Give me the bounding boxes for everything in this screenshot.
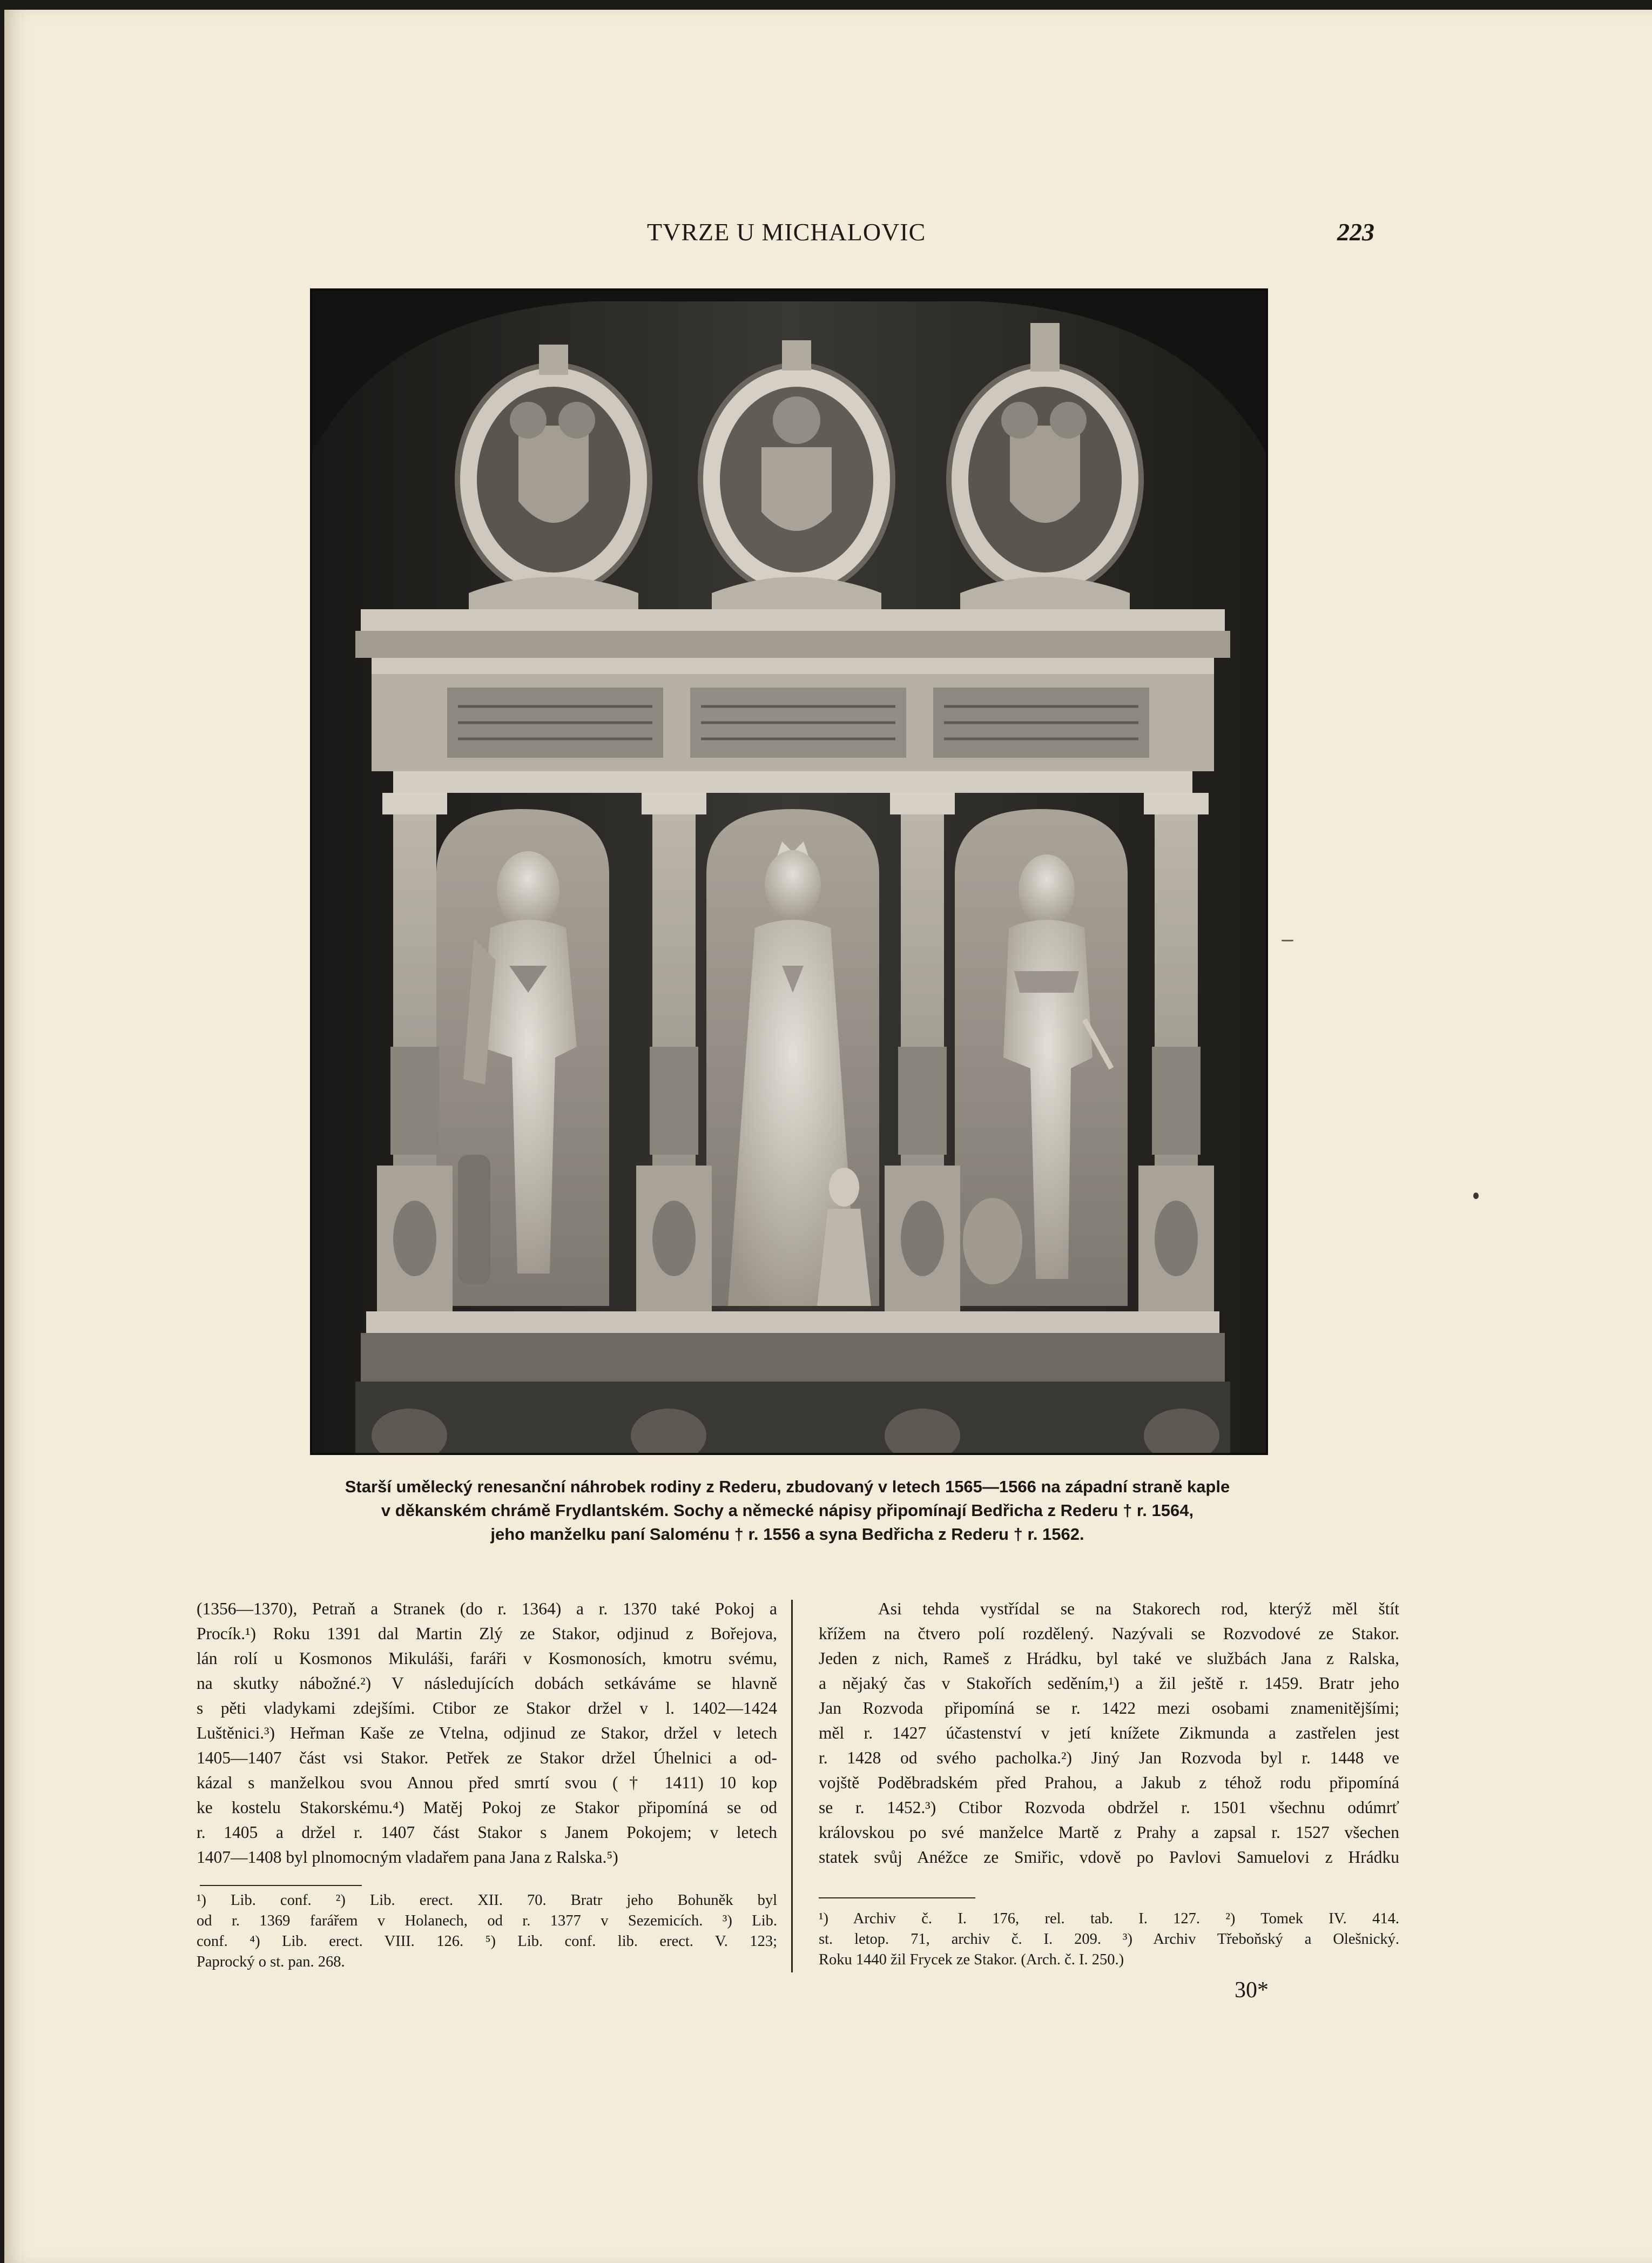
- text-line: Jan Rozvoda připomíná se r. 1422 mezi osobami znamenitějšími;: [819, 1699, 1399, 1718]
- text-line: r. 1405 a držel r. 1407 část Stakor s Janem Pokojem; v letech: [197, 1823, 777, 1842]
- footnote-line: od r. 1369 farářem v Holanech, od r. 1377 v Sezemicích. ³) Lib.: [197, 1912, 777, 1929]
- tomb-monument-photograph: [310, 288, 1268, 1455]
- paper-speck: [1282, 940, 1293, 941]
- page-number: 223: [1337, 218, 1374, 246]
- text-line: křížem na čtvero polí rozdělený. Nazývali se Rozvodové ze Stakor.: [819, 1624, 1399, 1643]
- text-line: se r. 1452.³) Ctibor Rozvoda obdržel r. 1501 všechnu odúmrť: [819, 1798, 1399, 1817]
- text-line: Procík.¹) Roku 1391 dal Martin Zlý ze Stakor, odjinud z Bořejova,: [197, 1624, 777, 1643]
- right-text-column: [819, 1597, 1399, 1870]
- text-line: 1407—1408 byl plnomocným vladařem pana Jana z Ralska.⁵): [197, 1848, 618, 1867]
- text-line: Jeden z nich, Rameš z Hrádku, byl také ve službách Jana z Ralska,: [819, 1649, 1399, 1668]
- text-line: ke kostelu Stakorskému.⁴) Matěj Pokoj ze Stakor připomíná se od: [197, 1798, 777, 1817]
- text-line: Asi tehda vystřídal se na Stakorech rod, kterýž měl štít: [878, 1599, 1399, 1618]
- footnote-line: ¹) Archiv č. I. 176, rel. tab. I. 127. ²) Tomek IV. 414.: [819, 1910, 1399, 1927]
- paper-speck: [1473, 1193, 1479, 1199]
- footnote-line: conf. ⁴) Lib. erect. VIII. 126. ⁵) Lib. conf. lib. erect. V. 123;: [197, 1933, 777, 1950]
- left-text-column: [197, 1597, 777, 1870]
- book-page: [4, 10, 1652, 2263]
- footnote-line: st. letop. 71, archiv č. I. 209. ³) Archiv Třeboňský a Olešnický.: [819, 1931, 1399, 1948]
- text-line: statek svůj Anéžce ze Smiřic, vdově po Pavlovi Samuelovi z Hrádku: [819, 1848, 1399, 1867]
- text-line: (1356—1370), Petraň a Stranek (do r. 1364) a r. 1370 také Pokoj a: [197, 1599, 777, 1618]
- text-line: 1405—1407 část vsi Stakor. Petřek ze Stakor držel Úhelnici a od-: [197, 1748, 777, 1767]
- footnote-line: ¹) Lib. conf. ²) Lib. erect. XII. 70. Bratr jeho Bohuněk byl: [197, 1892, 777, 1909]
- text-line: r. 1428 od svého pacholka.²) Jiný Jan Rozvoda byl r. 1448 ve: [819, 1748, 1399, 1767]
- figure-caption: [285, 1475, 1290, 1546]
- text-line: kázal s manželkou svou Annou před smrtí svou († 1411) 10 kop: [197, 1773, 777, 1792]
- footnote-line: Roku 1440 žil Frycek ze Stakor. (Arch. č. I. 250.): [819, 1951, 1124, 1968]
- inscription-frieze: [372, 674, 1214, 771]
- text-line: lán rolí u Kosmonos Mikuláši, faráři v Kosmonosích, kmotru svému,: [197, 1649, 777, 1668]
- footnote-line: Paprocký o st. pan. 268.: [197, 1954, 345, 1970]
- caption-line: Starší umělecký renesanční náhrobek rodiny z Rederu, zbudovaný v letech 1565—1566 na západní straně kaple: [345, 1477, 1230, 1496]
- right-footnotes: [819, 1909, 1399, 1970]
- text-line: na skutky nábožné.²) V následujících dobách setkáváme se hlavně: [197, 1674, 777, 1693]
- caption-line: v děkanském chrámě Frydlantském. Sochy a německé nápisy připomínají Bedřicha z Rederu † r. 1564,: [381, 1501, 1194, 1520]
- text-line: vojště Poděbradském před Prahou, a Jakub z téhož rodu připomíná: [819, 1773, 1399, 1792]
- text-line: s pěti vladykami zdejšími. Ctibor ze Stakor držel v l. 1402—1424: [197, 1699, 777, 1718]
- tomb-monument-drawing: [312, 291, 1266, 1453]
- running-title: TVRZE U MICHALOVIC: [647, 218, 926, 246]
- text-line: a nějaký čas v Stakořích seděním,¹) a žil ještě r. 1459. Bratr jeho: [819, 1674, 1399, 1693]
- text-line: Luštěnici.³) Heřman Kaše ze Vtelna, odjinud ze Stakor, držel v letech: [197, 1723, 777, 1742]
- left-footnotes: [197, 1890, 777, 1972]
- footnote-rule-right: [819, 1897, 975, 1898]
- footnote-rule-left: [200, 1885, 362, 1886]
- text-line: měl r. 1427 účastenství v jetí knížete Zikmunda a zastřelen jest: [819, 1723, 1399, 1742]
- column-divider: [791, 1600, 793, 1972]
- text-line: královskou po své manželce Martě z Prahy a zapsal r. 1527 všechen: [819, 1823, 1399, 1842]
- caption-line: jeho manželku paní Saloménu † r. 1556 a syna Bedřicha z Rederu † r. 1562.: [490, 1525, 1084, 1544]
- sheet-signature: 30*: [1235, 1978, 1269, 2003]
